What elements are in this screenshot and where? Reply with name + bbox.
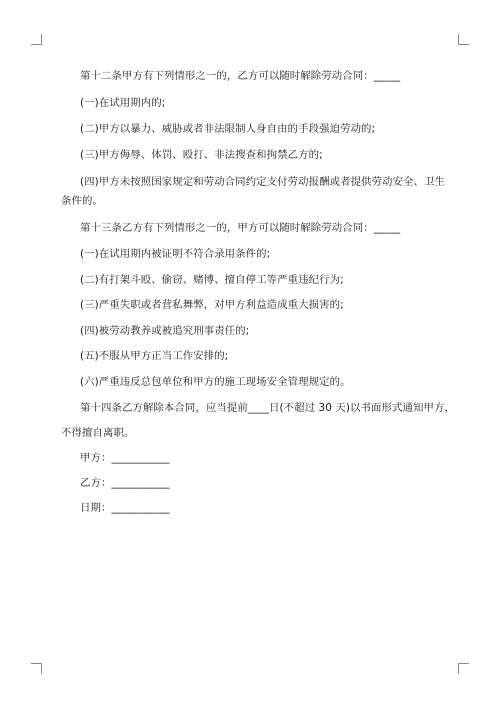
article-13-item-6: (六)严重违反总包单位和甲方的施工现场安全管理规定的。 [80, 376, 351, 388]
date-line: 日期：___________ [80, 502, 170, 514]
article-13-item-4: (四)被劳动教养或被追究刑事责任的; [80, 325, 250, 337]
article-13-heading: 第十三条乙方有下列情形之一的，甲方可以随时解除劳动合同：_____ [80, 222, 401, 234]
article-12-item-3: (三)甲方侮辱、体罚、殴打、非法搜查和拘禁乙方的; [80, 149, 323, 161]
corner-mark-bottom-left [31, 663, 42, 674]
article-13-item-2: (二)有打架斗殴、偷窃、赌博、擅自停工等严重违纪行为; [80, 274, 344, 286]
corner-mark-top-right [458, 34, 469, 45]
article-12-item-2: (二)甲方以暴力、威胁或者非法限制人身自由的手段强迫劳动的; [80, 123, 376, 135]
article-12-heading: 第十二条甲方有下列情形之一的，乙方可以随时解除劳动合同：_____ [80, 70, 401, 82]
article-13-item-5: (五)不服从甲方正当工作安排的; [80, 350, 229, 362]
article-13-item-3: (三)严重失职或者营私舞弊，对甲方利益造成重大损害的; [80, 299, 344, 311]
article-12-item-4-cont: 条件的。 [61, 195, 103, 207]
article-12-item-4: (四)甲方未按照国家规定和劳动合同约定支付劳动报酬或者提供劳动安全、卫生 [80, 176, 445, 188]
party-b-signature-line: 乙方：___________ [80, 477, 170, 489]
corner-mark-bottom-right [458, 663, 469, 674]
party-a-signature-line: 甲方：___________ [80, 452, 170, 464]
article-14-text-cont: 不得擅自离职。 [61, 427, 135, 439]
article-13-item-1: (一)在试用期内被证明不符合录用条件的; [80, 248, 271, 260]
article-12-item-1: (一)在试用期内的; [80, 97, 166, 109]
article-14-text: 第十四条乙方解除本合同，应当提前____日(不超过 30 天)以书面形式通知甲方， [80, 402, 455, 414]
corner-mark-top-left [31, 34, 42, 45]
